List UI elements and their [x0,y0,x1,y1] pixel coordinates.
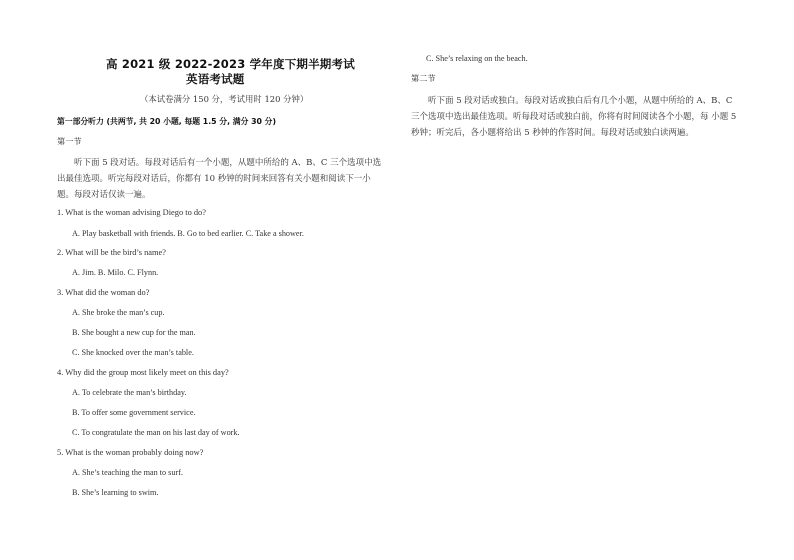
question-1: 1. What is the woman advising Diego to do? [57,208,206,217]
section1-heading: 第一节 [57,136,82,146]
question-4-option-a: A. To celebrate the man’s birthday. [72,388,187,397]
question-5-option-b: B. She’s learning to swim. [72,488,159,497]
question-2-options: A. Jim. B. Milo. C. Flynn. [72,268,159,277]
question-3-option-a: A. She broke the man’s cup. [72,308,165,317]
question-4-option-c: C. To congratulate the man on his last day of work. [72,428,240,437]
question-5-option-c: C. She’s relaxing on the beach. [426,54,528,63]
question-1-options: A. Play basketball with friends. B. Go to bed earlier. C. Take a shower. [72,229,304,238]
exam-note: （本试卷满分 150 分，考试用时 120 分钟） [140,94,309,104]
section1-instructions: 听下面 5 段对话。每段对话后有一个小题，从题中所给的 A、B、C 三个选项中选出最佳选项。听完每段对话后，你都有 10 秒钟的时间来回答有关小题和阅读下一小题。每段对话仅读一遍。 [57,158,382,200]
part1-heading: 第一部分听力 (共两节, 共 20 小题, 每题 1.5 分, 满分 30 分) [57,117,277,126]
question-3: 3. What did the woman do? [57,288,150,297]
question-3-option-b: B. She bought a new cup for the man. [72,328,196,337]
question-4-option-b: B. To offer some government service. [72,408,196,417]
exam-subtitle: 英语考试题 [186,72,245,86]
exam-title: 高 2021 级 2022-2023 学年度下期半期考试 [106,57,355,71]
question-5-option-a: A. She’s teaching the man to surf. [72,468,183,477]
question-5: 5. What is the woman probably doing now? [57,448,204,457]
question-3-option-c: C. She knocked over the man’s table. [72,348,194,357]
section2-heading: 第二节 [411,73,436,83]
question-2: 2. What will be the bird’s name? [57,248,166,257]
question-4: 4. Why did the group most likely meet on this day? [57,368,229,377]
section2-instructions: 听下面 5 段对话或独白。每段对话或独白后有几个小题，从题中所给的 A、B、C 三个选项中选出最佳选项。听每段对话或独白前，你将有时间阅读各个小题，每 小题 5 秒钟；听完后，各小题将给出 5 秒钟的作答时间。每段对话或独白读两遍。 [411,96,737,138]
